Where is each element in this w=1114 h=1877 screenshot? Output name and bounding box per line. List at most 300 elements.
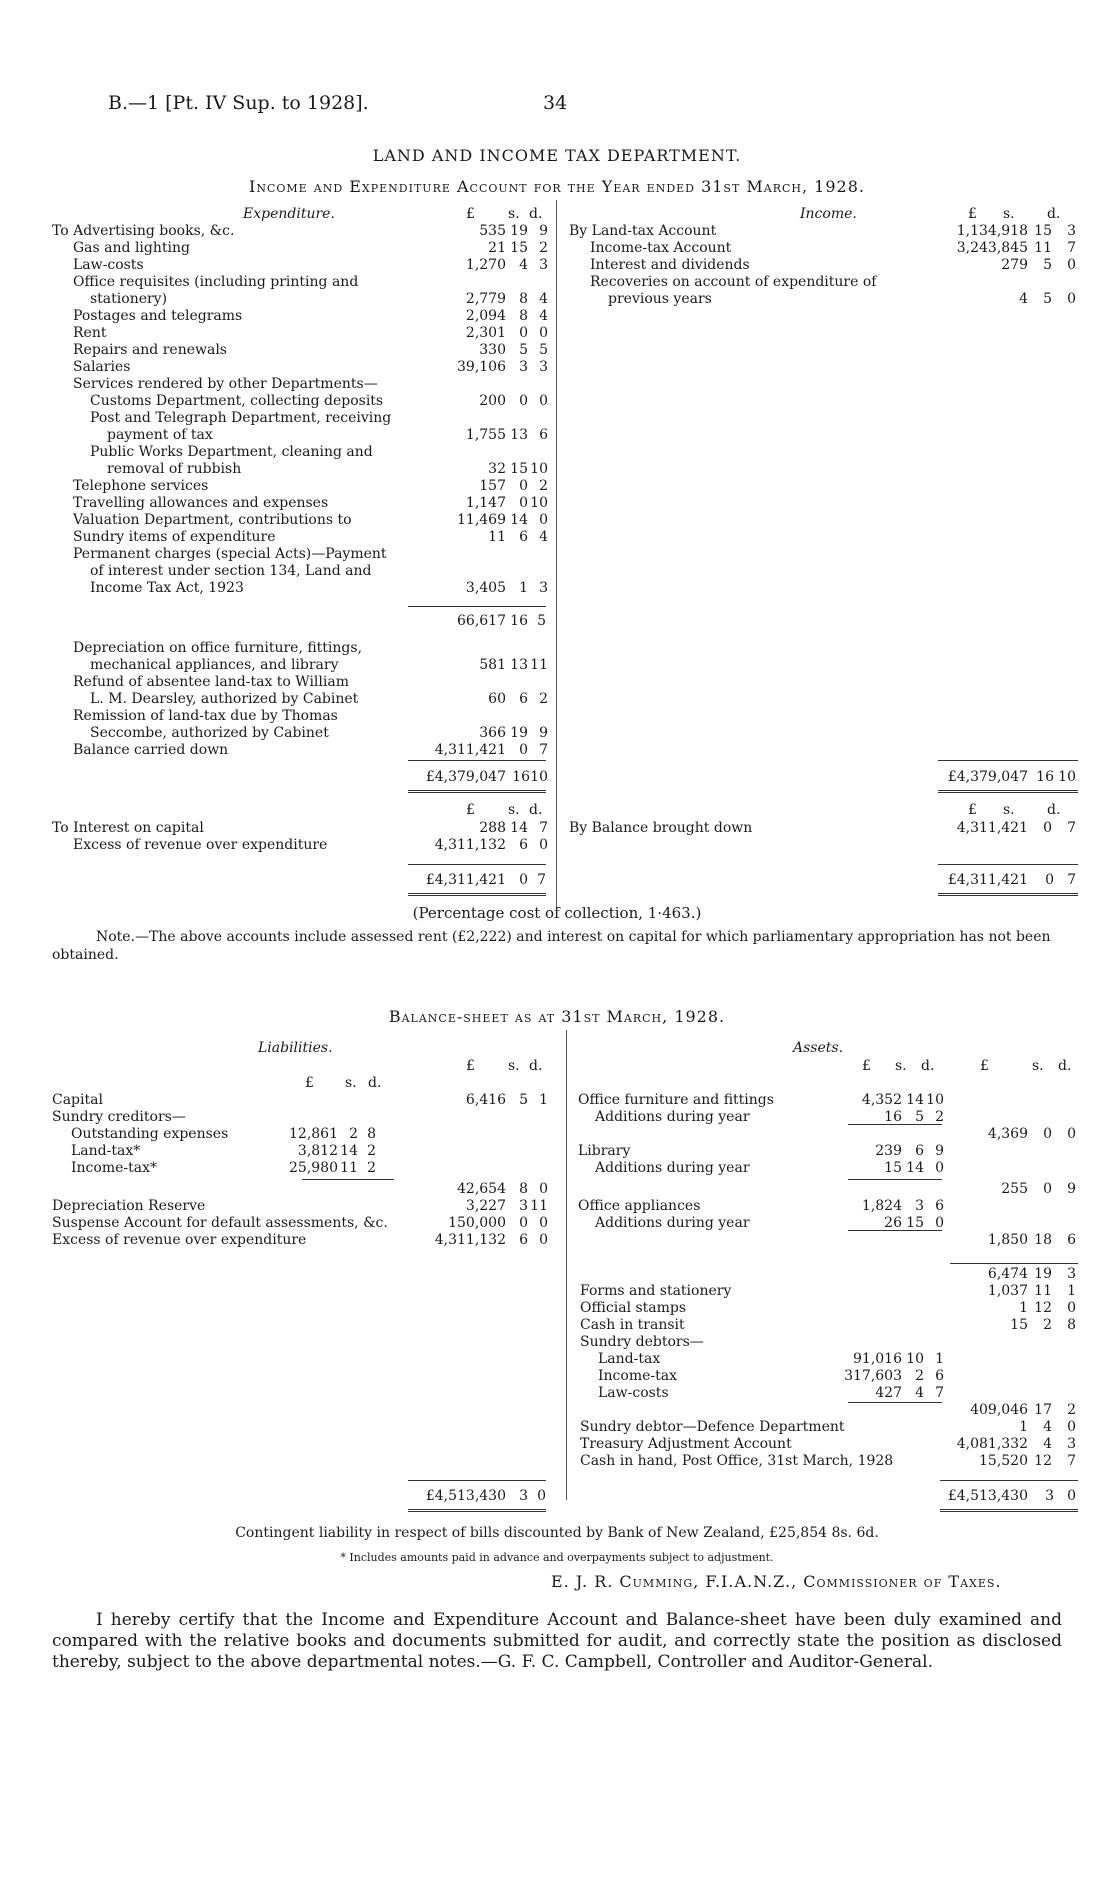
expenditure-label-line3: Income Tax Act, 1923 [90,580,244,596]
asset-inner-rule [848,1124,942,1125]
income-pounds-header: £ [968,206,977,222]
asset-amount-s: 4 [1043,1419,1052,1435]
liability-amount-s: 0 [519,1215,528,1231]
second-right-label: By Balance brought down [569,820,753,836]
liability-amount-s: 6 [519,1232,528,1248]
expenditure-amount-pounds: 21 [488,240,506,256]
expenditure-amount-d: 4 [539,529,548,545]
asset-pounds-header: £ [980,1058,989,1074]
expenditure-label: Post and Telegraph Department, receiving [90,410,392,426]
expenditure-pounds-header: £ [466,206,475,222]
asset-amount-d: 1 [1067,1283,1076,1299]
expenditure-after-amount-pounds: 581 [479,657,506,673]
expenditure-amount-d: 0 [539,512,548,528]
expenditure-after-label: Depreciation on office furniture, fittings, [73,640,363,656]
liab-total-s: 3 [519,1488,528,1504]
expenditure-after-label-line2: mechanical appliances, and library [90,657,339,673]
asset-inner-d: 1 [935,1351,944,1367]
second-right-total-s: 0 [1045,872,1054,888]
liab-total-pounds: £4,513,430 [425,1488,506,1504]
asset-amount-s: 12 [1034,1300,1052,1316]
asset-label: Official stamps [580,1300,687,1316]
asset-subtotal-rule [950,1263,1078,1264]
liability-label: Depreciation Reserve [52,1198,206,1214]
expenditure-amount-s: 14 [510,512,528,528]
liab-inner-pence-header: d. [368,1075,382,1091]
second-left-total-s: 0 [519,872,528,888]
asset-label: Additions during year [595,1160,750,1176]
asset-label: Cash in transit [580,1317,685,1333]
asset-label: Additions during year [595,1109,750,1125]
asset-amount-s: 17 [1034,1402,1052,1418]
asset-inner-d: 6 [935,1368,944,1384]
income-label: By Land-tax Account [569,223,717,239]
income-amount-d: 0 [1067,291,1076,307]
liability-amount-s: 5 [519,1092,528,1108]
second-right-amount-d: 7 [1067,820,1076,836]
expenditure-label: Salaries [73,359,131,375]
income-amount-s: 5 [1043,257,1052,273]
expenditure-label: Gas and lighting [73,240,190,256]
asset-total-s: 3 [1045,1488,1054,1504]
expenditure-after-amount-d: 9 [539,725,548,741]
asset-amount-s: 12 [1034,1453,1052,1469]
expenditure-amount-d: 2 [539,240,548,256]
asset-total-d: 0 [1067,1488,1076,1504]
exp-total-s: 16 [512,769,530,785]
subtotal-rule [408,606,546,607]
income-label: Interest and dividends [590,257,750,273]
expenditure-amount-s: 4 [519,257,528,273]
asset-inner-pounds: 427 [875,1385,902,1401]
liability-inner-s: 11 [340,1160,358,1176]
expenditure-amount-pounds: 1,147 [465,495,506,511]
asset-inner-s: 6 [915,1143,924,1159]
exp-total-rule-bottom [408,790,546,793]
income-amount-d: 0 [1067,257,1076,273]
expenditure-amount-s: 15 [510,461,528,477]
asset-inner-s: 3 [915,1198,924,1214]
liability-amount-pounds: 3,227 [465,1198,506,1214]
liab-total-d: 0 [537,1488,546,1504]
asset-amount-pounds: 1 [1019,1419,1028,1435]
expenditure-label: Repairs and renewals [73,342,227,358]
expenditure-label: Law-costs [73,257,144,273]
expenditure-heading: Expenditure. [243,206,335,222]
asset-inner-rule [848,1179,942,1180]
expenditure-amount-d: 0 [539,393,548,409]
asset-total-rule-top [940,1480,1078,1481]
exp-subtotal-pounds: 66,617 [457,613,506,629]
income-amount-pounds: 279 [1001,257,1028,273]
income-amount-d: 7 [1067,240,1076,256]
second-left-amount-s: 14 [510,820,528,836]
asset-label: Treasury Adjustment Account [580,1436,792,1452]
second-right-total-rule-top [938,864,1078,865]
second-right-shillings-header: s. [1003,802,1015,818]
asset-inner-d: 7 [935,1385,944,1401]
income-heading: Income. [800,206,857,222]
liab-total-rule-top [408,1480,546,1481]
liability-inner-d: 8 [367,1126,376,1142]
exp-subtotal-d: 5 [537,613,546,629]
expenditure-amount-s: 13 [510,427,528,443]
expenditure-after-label: Remission of land-tax due by Thomas [73,708,338,724]
liability-label: Capital [52,1092,103,1108]
asset-amount-pounds: 4,081,332 [956,1436,1028,1452]
expenditure-amount-s: 19 [510,223,528,239]
second-left-label: Excess of revenue over expenditure [73,837,328,853]
expenditure-label-line2: of interest under section 134, Land and [90,563,372,579]
inc-total-d: 10 [1058,769,1076,785]
expenditure-amount-s: 0 [519,325,528,341]
expenditure-amount-pounds: 3,405 [465,580,506,596]
asset-total-rule-bottom [940,1509,1078,1512]
asset-inner-pounds-header: £ [862,1058,871,1074]
expenditure-label: Public Works Department, cleaning and [90,444,373,460]
liab-inner-pounds-header: £ [305,1075,314,1091]
second-left-pounds-header: £ [466,802,475,818]
expenditure-amount-d: 2 [539,478,548,494]
expenditure-label: Postages and telegrams [73,308,243,324]
asset-inner-pence-header: d. [921,1058,935,1074]
expenditure-after-label-line2: Seccombe, authorized by Cabinet [90,725,329,741]
asset-amount-d: 9 [1067,1181,1076,1197]
asset-total-pounds: £4,513,430 [947,1488,1028,1504]
contingent-liability: Contingent liability in respect of bills discounted by Bank of New Zealand, £25,854 8s. 6d. [235,1525,879,1541]
asset-amount-d: 7 [1067,1453,1076,1469]
second-right-total-rule-bottom [938,893,1078,896]
income-amount-s: 15 [1034,223,1052,239]
expenditure-amount-pounds: 39,106 [457,359,506,375]
liability-amount-pounds: 42,654 [457,1181,506,1197]
income-amount-d: 3 [1067,223,1076,239]
expenditure-amount-d: 5 [539,342,548,358]
asset-inner-s: 15 [906,1215,924,1231]
expenditure-amount-s: 15 [510,240,528,256]
expenditure-amount-pounds: 32 [488,461,506,477]
asset-amount-s: 0 [1043,1126,1052,1142]
expenditure-amount-s: 0 [519,478,528,494]
asset-inner-pounds: 91,016 [853,1351,902,1367]
inc-total-pounds: £4,379,047 [947,769,1028,785]
expenditure-label-line2: payment of tax [107,427,213,443]
second-left-amount-d: 0 [539,837,548,853]
expenditure-shillings-header: s. [508,206,520,222]
expenditure-label: Services rendered by other Departments— [73,376,378,392]
asset-label: Income-tax [598,1368,677,1384]
exp-total-rule-top [408,760,546,761]
expenditure-after-amount-d: 11 [530,657,548,673]
second-left-pence-header: d. [529,802,543,818]
expenditure-label: Sundry items of expenditure [73,529,276,545]
asset-inner-d: 0 [935,1215,944,1231]
liability-amount-d: 0 [539,1215,548,1231]
expenditure-amount-pounds: 2,094 [465,308,506,324]
asset-inner-s: 14 [906,1092,924,1108]
expenditure-amount-d: 6 [539,427,548,443]
asset-amount-d: 6 [1067,1232,1076,1248]
liability-inner-s: 2 [349,1126,358,1142]
asset-amount-pounds: 6,474 [987,1266,1028,1282]
signature: E. J. R. Cumming, F.I.A.N.Z., Commissioner of Taxes. [551,1572,1002,1591]
asset-inner-d: 2 [935,1109,944,1125]
expenditure-after-amount-s: 13 [510,657,528,673]
expenditure-label: Office requisites (including printing and [73,274,359,290]
expenditure-label-line2: removal of rubbish [107,461,242,477]
asset-inner-rule [848,1230,942,1231]
liability-label: Sundry creditors— [52,1109,186,1125]
expenditure-amount-d: 4 [539,308,548,324]
expenditure-amount-s: 5 [519,342,528,358]
expenditure-amount-s: 1 [519,580,528,596]
asset-amount-s: 2 [1043,1317,1052,1333]
asset-inner-d: 0 [935,1160,944,1176]
asset-label: Library [578,1143,631,1159]
asset-amount-s: 4 [1043,1436,1052,1452]
asset-amount-pounds: 15,520 [979,1453,1028,1469]
expenditure-after-label: Refund of absentee land-tax to William [73,674,349,690]
inc-total-rule-bottom [938,790,1078,793]
asset-amount-s: 11 [1034,1283,1052,1299]
second-right-amount-s: 0 [1043,820,1052,836]
liability-label: Suspense Account for default assessments, &c. [52,1215,388,1231]
second-right-total-d: 7 [1067,872,1076,888]
second-left-shillings-header: s. [508,802,520,818]
asset-amount-d: 8 [1067,1317,1076,1333]
income-label: Income-tax Account [590,240,732,256]
income-amount-s: 11 [1034,240,1052,256]
expenditure-amount-pounds: 2,779 [465,291,506,307]
asset-inner-s: 10 [906,1351,924,1367]
expenditure-amount-s: 3 [519,359,528,375]
asset-amount-s: 0 [1043,1181,1052,1197]
income-amount-pounds: 4 [1019,291,1028,307]
expenditure-amount-d: 3 [539,580,548,596]
asset-inner-pounds: 317,603 [844,1368,902,1384]
liability-inner-pounds: 12,861 [289,1126,338,1142]
liab-shillings-header: s. [508,1058,520,1074]
liabilities-heading: Liabilities. [258,1040,333,1056]
liability-inner-rule [302,1179,394,1180]
second-right-pence-header: d. [1047,802,1061,818]
liab-inner-shillings-header: s. [345,1075,357,1091]
income-amount-s: 5 [1043,291,1052,307]
liability-amount-pounds: 4,311,132 [434,1232,506,1248]
inc-total-s: 16 [1036,769,1054,785]
expenditure-label: Travelling allowances and expenses [73,495,329,511]
income-amount-pounds: 1,134,918 [956,223,1028,239]
balance-column-divider [566,1030,567,1500]
account-title: Income and Expenditure Account for the Year ended 31st March, 1928. [249,177,865,196]
page-reference: B.—1 [Pt. IV Sup. to 1928]. [108,92,369,114]
liability-amount-d: 11 [530,1198,548,1214]
asset-amount-pounds: 255 [1001,1181,1028,1197]
asset-label: Office furniture and fittings [578,1092,774,1108]
asset-inner-s: 14 [906,1160,924,1176]
expenditure-after-amount-s: 19 [510,725,528,741]
asset-amount-d: 3 [1067,1266,1076,1282]
expenditure-label: Valuation Department, contributions to [73,512,352,528]
liab-pounds-header: £ [466,1058,475,1074]
expenditure-amount-s: 0 [519,393,528,409]
expenditure-amount-pounds: 11 [488,529,506,545]
asset-label: Office appliances [578,1198,701,1214]
asset-inner-shillings-header: s. [895,1058,907,1074]
expenditure-amount-s: 0 [519,495,528,511]
asset-inner-s: 4 [915,1385,924,1401]
income-shillings-header: s. [1003,206,1015,222]
expenditure-label: Telephone services [73,478,209,494]
asset-inner-rule [848,1402,942,1403]
second-right-amount-pounds: 4,311,421 [956,820,1028,836]
liability-amount-pounds: 150,000 [448,1215,506,1231]
asset-label: Cash in hand, Post Office, 31st March, 1928 [580,1453,894,1469]
expenditure-label: Permanent charges (special Acts)—Payment [73,546,387,562]
note: Note.—The above accounts include assessed rent (£2,222) and interest on capital for which parliamentary appropriation has not been obtained. [52,929,1051,963]
asset-inner-pounds: 4,352 [861,1092,902,1108]
second-left-amount-pounds: 288 [479,820,506,836]
expenditure-amount-d: 9 [539,223,548,239]
asset-pence-header: d. [1058,1058,1072,1074]
liability-amount-d: 0 [539,1232,548,1248]
asset-amount-pounds: 1,850 [987,1232,1028,1248]
auditor-certificate: I hereby certify that the Income and Expenditure Account and Balance-sheet have been duly examined and compared with the relative books and documents submitted for audit, and correctly state the position as disclosed thereby, subject to the above departmental notes.—G. F. C. Campbell, Controller and Auditor-General. [52,1610,1062,1672]
expenditure-amount-pounds: 157 [479,478,506,494]
expenditure-amount-d: 10 [530,461,548,477]
asset-label: Additions during year [595,1215,750,1231]
expenditure-after-label: Balance carried down [73,742,229,758]
expenditure-amount-s: 6 [519,529,528,545]
asset-amount-pounds: 1,037 [987,1283,1028,1299]
expenditure-after-label-line2: L. M. Dearsley, authorized by Cabinet [90,691,359,707]
expenditure-after-amount-pounds: 366 [479,725,506,741]
assets-heading: Assets. [793,1040,844,1056]
expenditure-amount-d: 0 [539,325,548,341]
expenditure-amount-pounds: 2,301 [465,325,506,341]
expenditure-amount-pounds: 1,755 [465,427,506,443]
asset-amount-d: 2 [1067,1402,1076,1418]
asset-inner-pounds: 16 [884,1109,902,1125]
second-left-amount-s: 6 [519,837,528,853]
expenditure-after-amount-s: 6 [519,691,528,707]
second-left-amount-d: 7 [539,820,548,836]
liability-amount-d: 1 [539,1092,548,1108]
liability-amount-s: 3 [519,1198,528,1214]
exp-subtotal-s: 16 [510,613,528,629]
expenditure-pence-header: d. [529,206,543,222]
expenditure-amount-d: 4 [539,291,548,307]
asset-amount-pounds: 1 [1019,1300,1028,1316]
expenditure-amount-pounds: 1,270 [465,257,506,273]
liability-inner-s: 14 [340,1143,358,1159]
page-number: 34 [543,92,568,114]
expenditure-after-amount-d: 2 [539,691,548,707]
expenditure-amount-d: 3 [539,257,548,273]
inc-total-rule-top [938,760,1078,761]
liability-inner-pounds: 25,980 [289,1160,338,1176]
asset-inner-pounds: 26 [884,1215,902,1231]
liability-inner-d: 2 [367,1160,376,1176]
income-amount-pounds: 3,243,845 [956,240,1028,256]
expenditure-amount-pounds: 535 [479,223,506,239]
liability-inner-d: 2 [367,1143,376,1159]
asset-inner-s: 5 [915,1109,924,1125]
asset-inner-d: 10 [926,1092,944,1108]
column-divider [556,200,557,910]
asset-amount-s: 19 [1034,1266,1052,1282]
expenditure-label-line2: stationery) [90,291,168,307]
expenditure-label: Rent [73,325,107,341]
exp-total-pounds: £4,379,047 [425,769,506,785]
income-label-line2: previous years [608,291,712,307]
exp-total-d: 10 [530,769,548,785]
balance-sheet-title: Balance-sheet as at 31st March, 1928. [388,1007,726,1026]
liability-amount-pounds: 6,416 [465,1092,506,1108]
liability-amount-d: 0 [539,1181,548,1197]
second-right-total-pounds: £4,311,421 [947,872,1028,888]
asset-label: Law-costs [598,1385,669,1401]
percentage-note: (Percentage cost of collection, 1·463.) [412,904,702,922]
expenditure-amount-s: 8 [519,291,528,307]
asset-label: Sundry debtor—Defence Department [580,1419,845,1435]
asset-inner-pounds: 15 [884,1160,902,1176]
asset-inner-d: 6 [935,1198,944,1214]
income-label: Recoveries on account of expenditure of [590,274,877,290]
asset-label: Forms and stationery [580,1283,732,1299]
liability-label: Land-tax* [71,1143,141,1159]
expenditure-after-amount-s: 0 [519,742,528,758]
second-left-amount-pounds: 4,311,132 [434,837,506,853]
expenditure-amount-pounds: 11,469 [457,512,506,528]
asset-shillings-header: s. [1032,1058,1044,1074]
asset-inner-pounds: 239 [875,1143,902,1159]
asset-amount-d: 0 [1067,1126,1076,1142]
asset-label: Land-tax [598,1351,661,1367]
liability-label: Income-tax* [71,1160,157,1176]
liability-amount-s: 8 [519,1181,528,1197]
asset-label: Sundry debtors— [580,1334,704,1350]
expenditure-amount-d: 10 [530,495,548,511]
asset-amount-pounds: 15 [1010,1317,1028,1333]
asset-amount-pounds: 4,369 [987,1126,1028,1142]
asset-amount-d: 0 [1067,1419,1076,1435]
liab-total-rule-bottom [408,1509,546,1512]
liability-label: Excess of revenue over expenditure [52,1232,307,1248]
expenditure-after-amount-pounds: 60 [488,691,506,707]
asset-inner-s: 2 [915,1368,924,1384]
second-left-total-d: 7 [537,872,546,888]
department-title: LAND AND INCOME TAX DEPARTMENT. [372,146,742,165]
expenditure-amount-s: 8 [519,308,528,324]
second-right-pounds-header: £ [968,802,977,818]
second-left-total-rule-bottom [408,893,546,896]
asset-amount-s: 18 [1034,1232,1052,1248]
expenditure-amount-pounds: 330 [479,342,506,358]
asset-amount-d: 3 [1067,1436,1076,1452]
liability-inner-pounds: 3,812 [297,1143,338,1159]
income-pence-header: d. [1047,206,1061,222]
expenditure-label: To Advertising books, &c. [52,223,235,239]
second-left-label: To Interest on capital [52,820,204,836]
expenditure-amount-d: 3 [539,359,548,375]
second-left-total-pounds: £4,311,421 [425,872,506,888]
asset-amount-pounds: 409,046 [970,1402,1028,1418]
expenditure-after-amount-d: 7 [539,742,548,758]
liability-label: Outstanding expenses [71,1126,229,1142]
asset-amount-d: 0 [1067,1300,1076,1316]
liab-pence-header: d. [529,1058,543,1074]
